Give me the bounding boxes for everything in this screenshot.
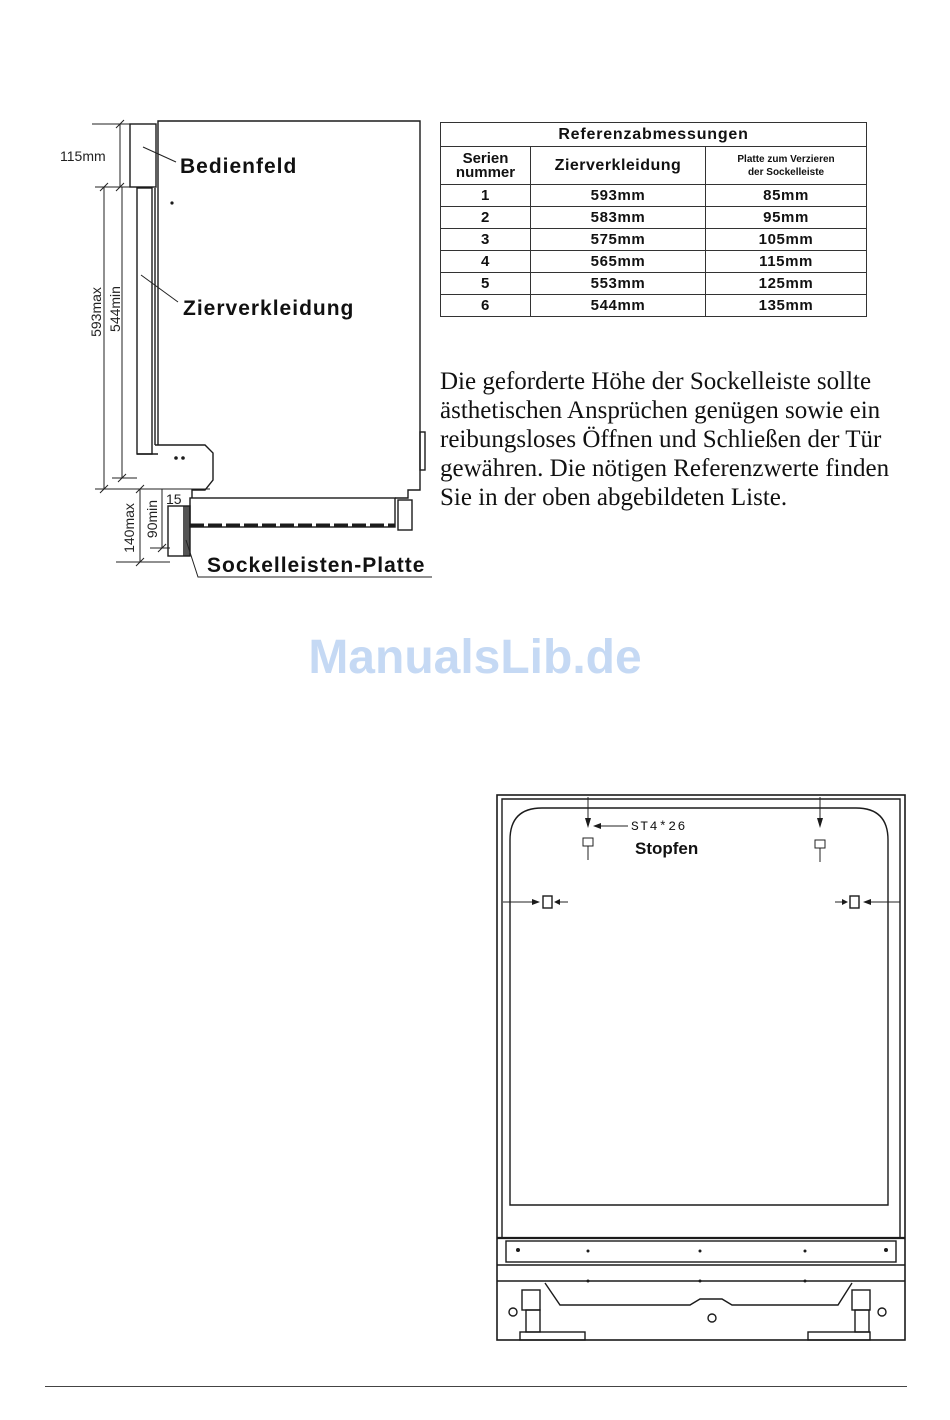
cell-series: 3 — [441, 229, 531, 251]
paragraph-line: Sie in der oben abgebildeten Liste. — [440, 484, 788, 511]
rear-foot-bracket — [398, 500, 412, 530]
cell-series: 4 — [441, 251, 531, 273]
band-dot — [804, 1280, 807, 1283]
header-plinth-panel — [706, 147, 867, 185]
mounting-screws — [585, 797, 823, 829]
cell-decor-panel: 553mm — [531, 273, 706, 295]
cell-decor-panel: 583mm — [531, 207, 706, 229]
leader-decor-panel — [141, 275, 178, 302]
side-bracket — [420, 432, 425, 470]
table-row — [441, 295, 867, 317]
table-row — [441, 229, 867, 251]
header-series-line-1: Serien — [462, 149, 509, 167]
cell-series: 5 — [441, 273, 531, 295]
cell-plinth-panel: 125mm — [706, 273, 867, 295]
right-bracket-arrowhead-outer — [863, 899, 871, 905]
page-footer-rule — [45, 1386, 907, 1387]
cell-decor-panel: 565mm — [531, 251, 706, 273]
leader-control-panel — [143, 147, 176, 162]
paragraph-line: ästhetischen Ansprüchen genügen sowie ein — [440, 397, 881, 424]
left-foot-upper — [522, 1290, 540, 1310]
label-control-panel: Bedienfeld — [180, 155, 298, 178]
band-dot — [587, 1280, 590, 1283]
label-plinth-max: 140max — [121, 503, 137, 553]
table-header-row — [441, 147, 867, 185]
outer-frame — [497, 795, 905, 1340]
label-gap: 15 — [166, 491, 182, 507]
right-side-bracket — [850, 896, 859, 908]
right-bottom-strip — [808, 1332, 870, 1340]
decor-panel-outline — [510, 808, 888, 1205]
table-row — [441, 251, 867, 273]
cell-decor-panel: 593mm — [531, 185, 706, 207]
base-cutout — [545, 1283, 852, 1305]
label-decor-panel-min: 544min — [107, 286, 123, 332]
cabinet-marker-dot — [170, 201, 173, 204]
strip-screw-left — [516, 1248, 520, 1252]
decor-panel-shape — [137, 188, 152, 454]
label-plug: Stopfen — [635, 839, 699, 858]
reference-dimensions-table — [440, 122, 867, 317]
screw-right-arrowhead — [817, 818, 823, 828]
screw-label-arrowhead — [593, 823, 601, 829]
cell-plinth-panel: 105mm — [706, 229, 867, 251]
right-adjuster-hole — [878, 1308, 886, 1316]
cell-plinth-panel: 135mm — [706, 295, 867, 317]
header-plinth-line-2: der Sockelleiste — [747, 166, 825, 178]
header-decor-panel: Zierverkleidung — [531, 147, 706, 185]
header-series-line-2: nummer — [455, 163, 516, 181]
paragraph-line: Die geforderte Höhe der Sockelleiste sollte — [440, 368, 872, 395]
band-dot — [699, 1280, 702, 1283]
cell-decor-panel: 544mm — [531, 295, 706, 317]
strip-dot — [804, 1250, 807, 1253]
hinge-screw-2 — [181, 456, 185, 460]
plug-right — [815, 840, 825, 848]
label-decor-panel: Zierverkleidung — [183, 297, 355, 320]
label-plinth-min: 90min — [144, 499, 160, 539]
door-frame — [497, 795, 905, 1340]
cell-plinth-panel: 115mm — [706, 251, 867, 273]
door-assembly — [130, 124, 158, 454]
side-view-installation-diagram — [0, 0, 440, 590]
right-foot-lower — [855, 1310, 869, 1332]
cell-series: 6 — [441, 295, 531, 317]
header-plinth-line-1: Platte zum Verzieren — [737, 153, 835, 165]
table-row — [441, 185, 867, 207]
right-bracket-arrowhead-inner — [842, 899, 848, 905]
right-foot-upper — [852, 1290, 870, 1310]
plinth-plate — [168, 506, 190, 556]
cabinet-base — [190, 498, 395, 527]
control-panel-shape — [130, 124, 156, 187]
screw-left-arrowhead — [585, 818, 591, 828]
strip-screw-right — [884, 1248, 888, 1252]
center-adjuster-hole — [708, 1314, 716, 1322]
label-screw: ST4*26 — [631, 819, 687, 834]
strip-dot — [587, 1250, 590, 1253]
dishwasher-cabinet — [155, 121, 425, 530]
label-plinth-plate: Sockelleisten-Platte — [207, 554, 426, 577]
header-series-number — [441, 147, 531, 185]
cell-decor-panel: 575mm — [531, 229, 706, 251]
label-decor-panel-max: 593max — [88, 287, 104, 337]
cell-plinth-panel: 95mm — [706, 207, 867, 229]
table-row — [441, 273, 867, 295]
table-title: Referenzabmessungen — [441, 123, 867, 147]
cell-plinth-panel: 85mm — [706, 185, 867, 207]
left-bracket-arrowhead-outer — [532, 899, 540, 905]
hinge-screw-1 — [174, 456, 178, 460]
left-foot-lower — [526, 1310, 540, 1332]
inner-frame — [502, 799, 900, 1238]
strip-dot — [699, 1250, 702, 1253]
cell-series: 2 — [441, 207, 531, 229]
table-row — [441, 207, 867, 229]
door-base-section — [497, 1238, 905, 1340]
left-bracket-arrowhead-inner — [554, 899, 560, 905]
front-view-door-panel-diagram — [490, 790, 915, 1350]
left-bottom-strip — [520, 1332, 585, 1340]
cell-series: 1 — [441, 185, 531, 207]
side-fixing-brackets — [503, 896, 900, 908]
instruction-paragraph — [440, 367, 910, 512]
plug-left — [583, 838, 593, 846]
paragraph-line: reibungsloses Öffnen und Schließen der Tür — [440, 426, 882, 453]
door-hinge-bracket — [155, 445, 213, 498]
table-title-row — [441, 123, 867, 147]
paragraph-line: gewähren. Die nötigen Referenzwerte finden — [440, 455, 890, 482]
left-side-bracket — [543, 896, 552, 908]
left-adjuster-hole — [509, 1308, 517, 1316]
plugs — [583, 838, 825, 862]
label-control-panel-height: 115mm — [60, 148, 106, 164]
watermark: ManualsLib.de — [308, 631, 642, 684]
